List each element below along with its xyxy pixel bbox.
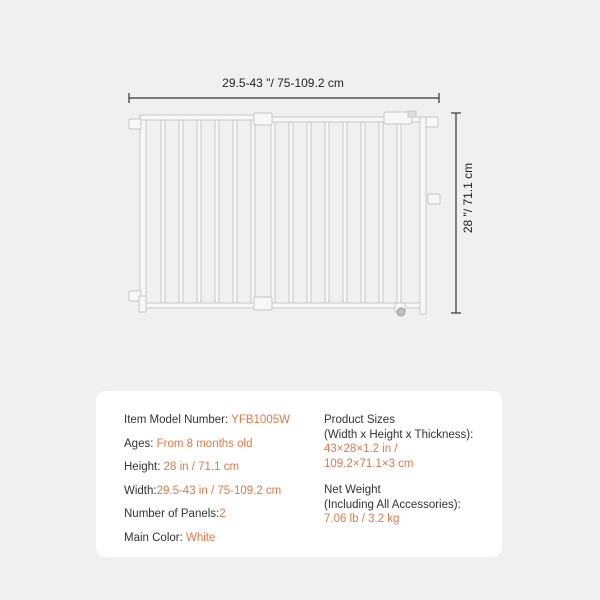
spec-card: [96, 391, 502, 557]
spec-column-left: [124, 413, 290, 554]
width-dimension-label: 29.5-43 "/ 75-109.2 cm: [222, 76, 344, 90]
width-dimension-line: [129, 93, 439, 103]
spec-ages: Ages: From 8 months old: [124, 437, 253, 450]
spec-product-sizes: Product Sizes (Width x Height x Thickness): 43×28×1.2 in / 109.2×71.1×3 cm: [324, 414, 474, 470]
spec-net-weight: Net Weight (Including All Accessories): 7.06 lb / 3.2 kg: [324, 484, 461, 525]
spec-color: Main Color: White: [124, 531, 216, 544]
spec-panels: Number of Panels:2: [124, 508, 226, 520]
spec-model: Item Model Number: YFB1005W: [124, 414, 290, 426]
height-dimension-line: [451, 113, 461, 313]
spec-height: Height: 28 in / 71.1 cm: [124, 461, 240, 473]
spec-column-right: [324, 413, 473, 527]
spec-width: Width:29.5-43 in / 75-109.2 cm: [124, 484, 282, 497]
height-dimension-label: 28 "/ 71.1 cm: [461, 162, 475, 234]
baby-gate: [129, 111, 440, 316]
